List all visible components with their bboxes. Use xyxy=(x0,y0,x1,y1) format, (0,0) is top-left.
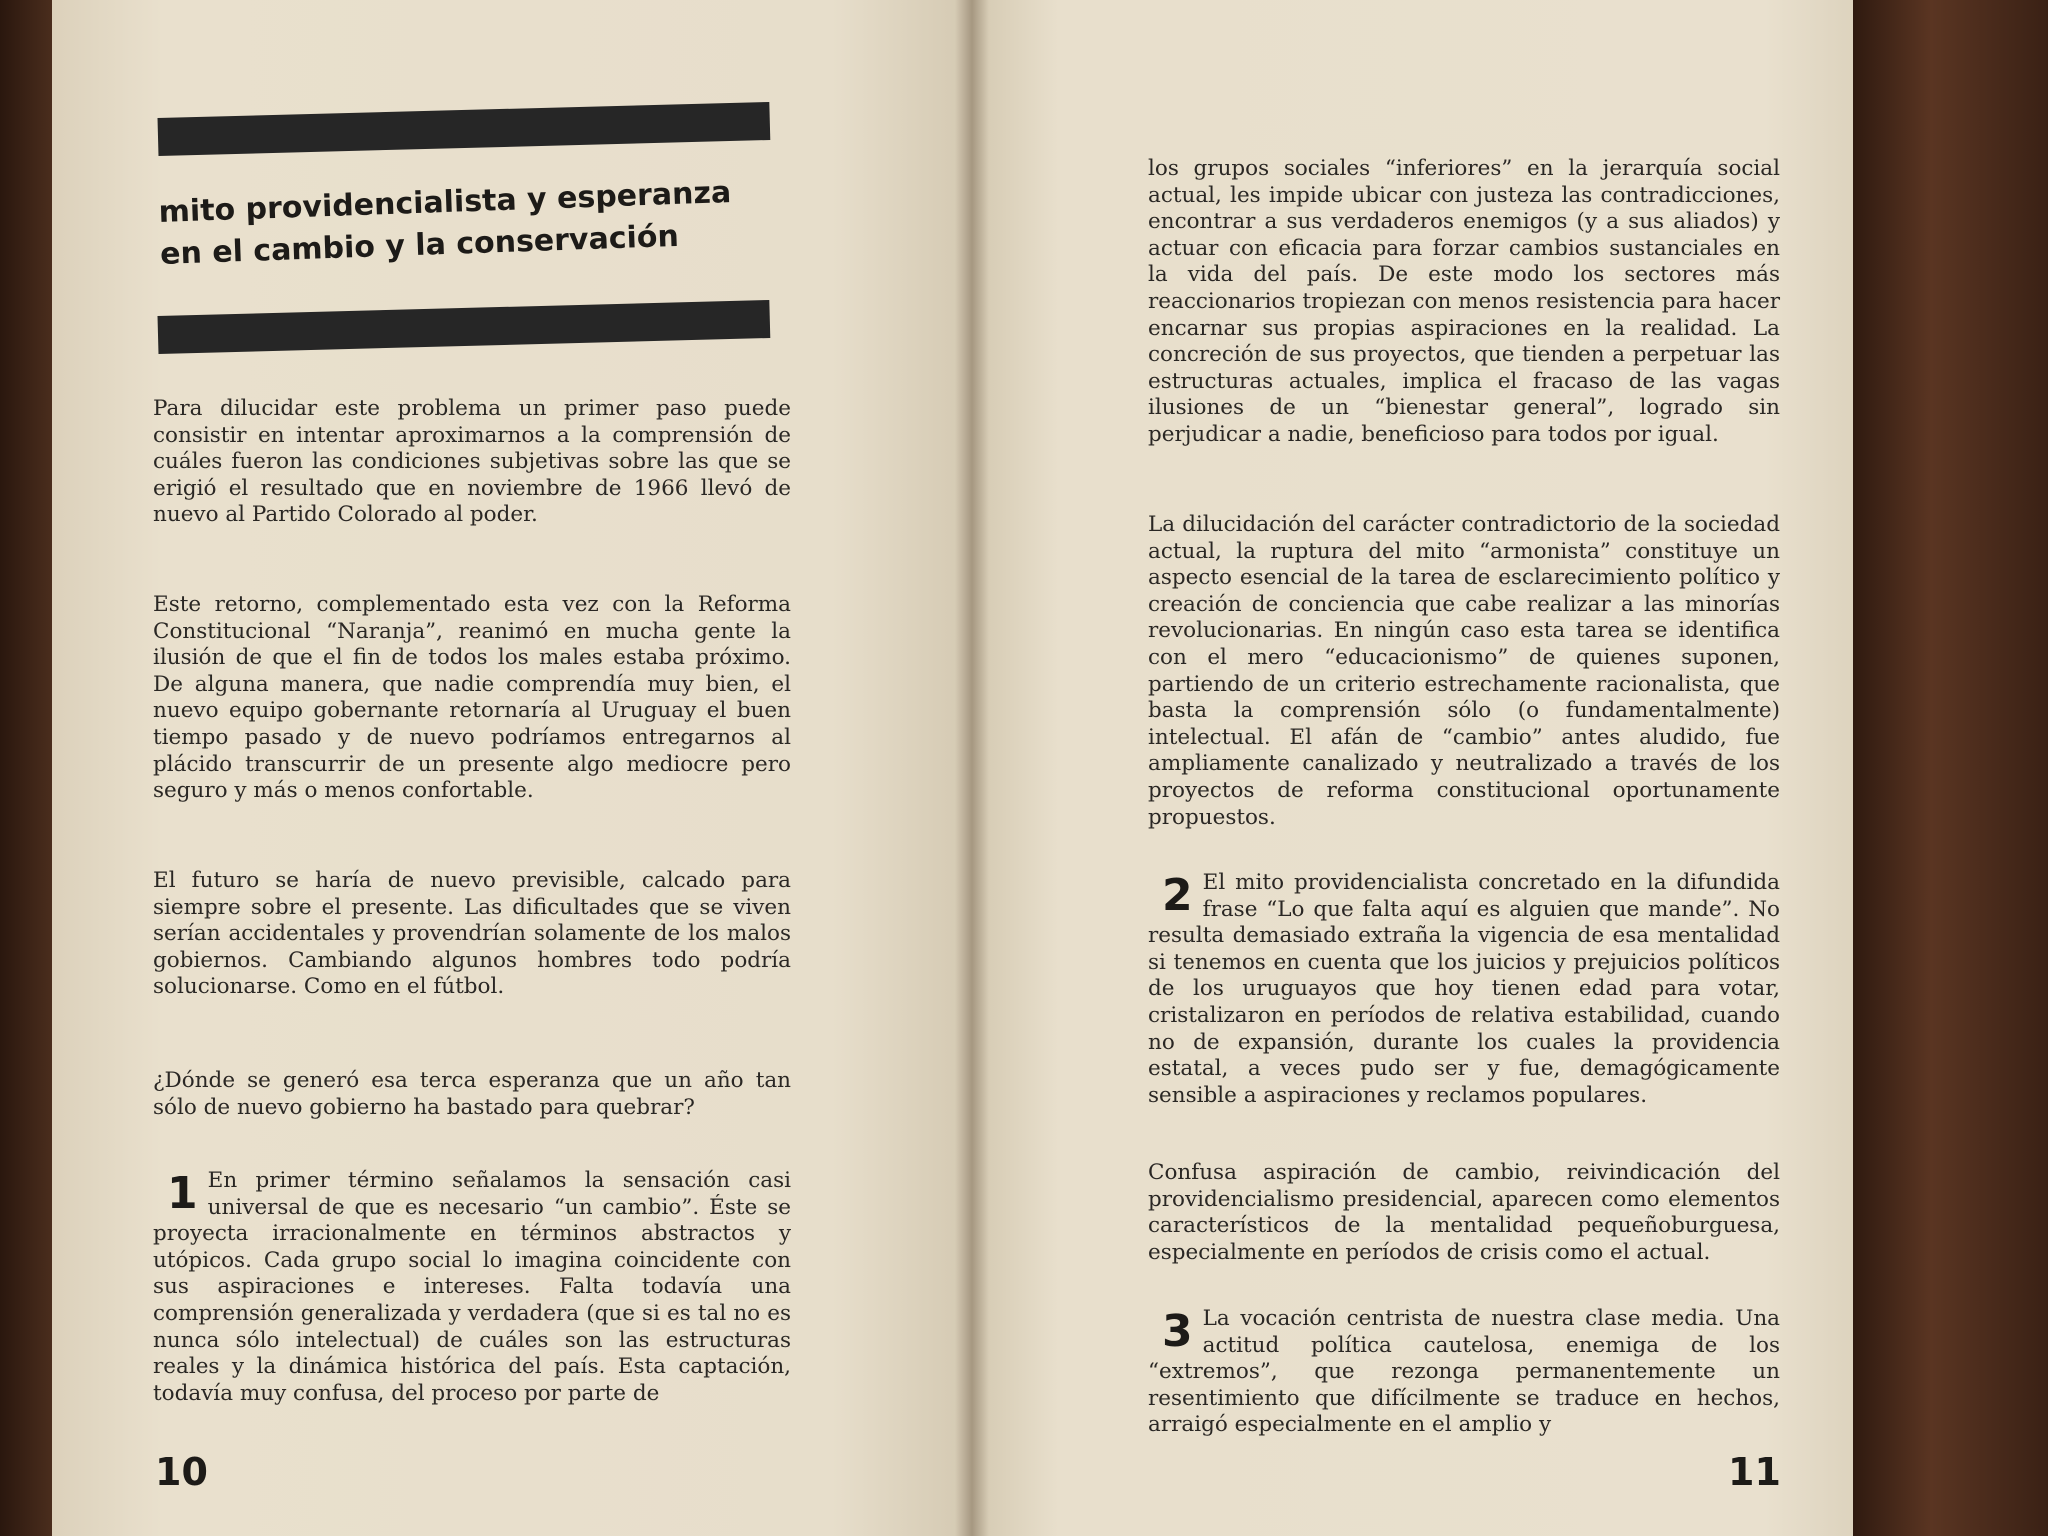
item-1-text: En primer término señalamos la sensación casi universal de que es necesario “un cambio”. Éste se proyecta irracionalmente en términos abstractos y utópicos. Cada grupo social lo imagina coincidente con sus aspiraciones e intereses. Falta todavía una comprensión generalizada y verdadera (que si es tal no es nunca sólo intelectual) de cuáles son las estructuras reales y la dinámica histórica del país. Esta captación, todavía muy confusa, del proceso por parte de xyxy=(153,1168,791,1406)
right-paragraph-3: Confusa aspiración de cambio, reivindicación del providencialismo presidencial, aparecen como elementos característicos de la mentalidad pequeñoburguesa, especialmente en períodos de crisis como el actual. xyxy=(1148,1160,1780,1265)
item-3-text: La vocación centrista de nuestra clase media. Una actitud política cautelosa, enemiga de los “extremos”, que rezonga permanentemente un resentimiento que difícilmente se traduce en hechos, arraigó especialmente en el amplio y xyxy=(1148,1306,1780,1438)
left-paragraph-2: Este retorno, complementado esta vez con la Reforma Constitucional “Naranja”, reanimó en mucha gente la ilusión de que el fin de todos los males estaba próximo. De alguna manera, que nadie comprendía muy bien, el nuevo equipo gobernante retornaría al Uruguay el buen tiempo pasado y de nuevo podríamos entregarnos al plácido transcurrir de un presente algo mediocre pero seguro y más o menos confortable. xyxy=(153,592,791,804)
right-paragraph-2: La dilucidación del carácter contradictorio de la sociedad actual, la ruptura del mito “armonista” constituye un aspecto esencial de la tarea de esclarecimiento político y creación de conciencia que cabe realizar a las minorías revolucionarias. En ningún caso esta tarea se identifica con el mero “educacionismo” de quienes suponen, partiendo de un criterio estrechamente racionalista, que basta la comprensión sólo (o fundamentalmente) intelectual. El afán de “cambio” antes aludido, fue ampliamente canalizado y neutralizado a través de los proyectos de reforma constitucional oportunamente propuestos. xyxy=(1148,512,1780,830)
right-numbered-item-3 xyxy=(1148,1306,1780,1439)
heading-line-2: en el cambio y la conservación xyxy=(159,218,680,272)
book-gutter xyxy=(955,0,989,1536)
left-paragraph-4: ¿Dónde se generó esa terca esperanza que un año tan sólo de nuevo gobierno ha bastado para quebrar? xyxy=(153,1068,791,1120)
item-2-text: El mito providencialista concretado en la difundida frase “Lo que falta aquí es alguien que mande”. No resulta demasiado extraña la vigencia de esa mentalidad si tenemos en cuenta que los juicios y prejuicios políticos de los uruguayos que hoy tienen edad para votar, cristalizaron en períodos de relativa estabilidad, cuando no de expansión, durante los cuales la providencia estatal, a veces pudo ser y fue, demagógicamente sensible a aspiraciones y reclamos populares. xyxy=(1148,870,1780,1108)
right-numbered-item-2 xyxy=(1148,870,1780,1109)
table-surface-left xyxy=(0,0,52,1536)
left-paragraph-3: El futuro se haría de nuevo previsible, calcado para siempre sobre el presente. Las dificultades que se viven serían accidentales y provendrían solamente de los malos gobiernos. Cambiando algunos hombres todo podría solucionarse. Como en el fútbol. xyxy=(153,868,791,1000)
right-paragraph-1: los grupos sociales “inferiores” en la jerarquía social actual, les impide ubicar con justeza las contradicciones, encontrar a sus verdaderos enemigos (y a sus aliados) y actuar con eficacia para forzar cambios sustanciales en la vida del país. De este modo los sectores más reaccionarios tropiezan con menos resistencia para hacer encarnar sus propias aspiraciones en la realidad. La concreción de sus proyectos, que tienden a perpetuar las estructuras actuales, implica el fracaso de las vagas ilusiones de un “bienestar general”, logrado sin perjudicar a nadie, beneficioso para todos por igual. xyxy=(1148,156,1780,447)
heading-line-1: mito providencialista y esperanza xyxy=(158,175,732,230)
page-number-left: 10 xyxy=(155,1450,208,1494)
left-paragraph-1: Para dilucidar este problema un primer paso puede consistir en intentar aproximarnos a la comprensión de cuáles fueron las condiciones subjetivas sobre las que se erigió el resultado que en noviembre de 1966 llevó de nuevo al Partido Colorado al poder. xyxy=(153,396,791,528)
left-numbered-item-1 xyxy=(153,1168,791,1407)
page-number-right: 11 xyxy=(1728,1450,1781,1494)
item-number-1: 1 xyxy=(167,1168,198,1219)
item-number-2: 2 xyxy=(1162,870,1193,921)
item-number-3: 3 xyxy=(1162,1306,1193,1357)
table-surface-right xyxy=(1853,0,2048,1536)
